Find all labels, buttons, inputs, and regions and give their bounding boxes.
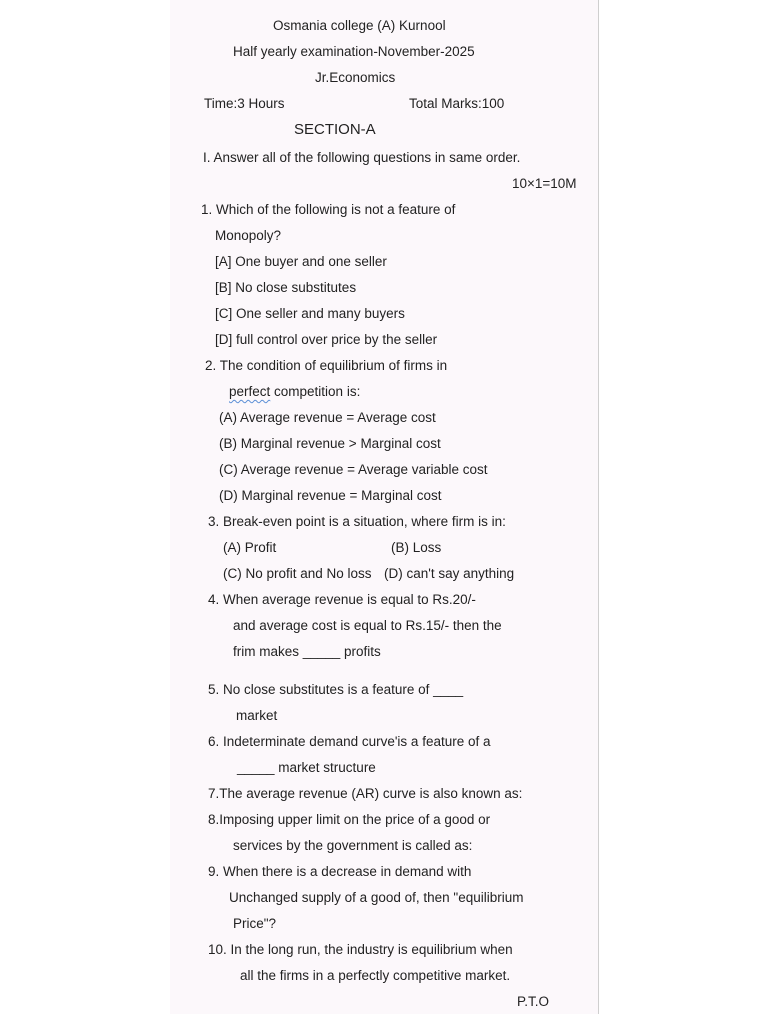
q1-option-d: [D] full control over price by the seller (215, 332, 438, 347)
q9-line3: Price"? (233, 916, 277, 931)
q2-option-c: (C) Average revenue = Average variable cost (219, 462, 488, 477)
marks-allocation: 10×1=10M (512, 176, 577, 191)
q1-option-b: [B] No close substitutes (215, 280, 357, 295)
section-heading: SECTION-A (294, 121, 376, 138)
q2-line2-rest: competition is: (270, 384, 361, 399)
q8-line2: services by the government is called as: (233, 838, 473, 853)
q1-option-a: [A] One buyer and one seller (215, 254, 387, 269)
q10-line1: 10. In the long run, the industry is equilibrium when (208, 942, 513, 957)
q4-line1: 4. When average revenue is equal to Rs.20/- (208, 592, 476, 607)
q3-option-a: (A) Profit (223, 540, 277, 555)
pto-label: P.T.O (517, 994, 550, 1009)
q7-line1: 7.The average revenue (AR) curve is also known as: (208, 786, 523, 801)
q6-line2: _____ market structure (237, 760, 376, 775)
q3-option-b: (B) Loss (391, 540, 442, 555)
q3-option-d: (D) can't say anything (384, 566, 515, 581)
subject-title: Jr.Economics (315, 70, 396, 85)
q10-line2: all the firms in a perfectly competitive market. (240, 968, 511, 983)
q4-line3: frim makes _____ profits (233, 644, 381, 659)
q1-option-c: [C] One seller and many buyers (215, 306, 405, 321)
q6-line1: 6. Indeterminate demand curve'is a feature of a (208, 734, 491, 749)
q3-line1: 3. Break-even point is a situation, where firm is in: (208, 514, 506, 529)
q1-line1: 1. Which of the following is not a feature of (201, 202, 456, 217)
q3-option-c: (C) No profit and No loss (223, 566, 372, 581)
q8-line1: 8.Imposing upper limit on the price of a good or (208, 812, 491, 827)
college-name: Osmania college (A) Kurnool (273, 18, 446, 33)
q1-line2: Monopoly? (215, 228, 282, 243)
exam-title: Half yearly examination-November-2025 (233, 44, 475, 59)
spellcheck-word: perfect (229, 384, 271, 399)
instructions-text: I. Answer all of the following questions in same order. (203, 150, 521, 165)
q4-line2: and average cost is equal to Rs.15/- then the (233, 618, 502, 633)
q9-line1: 9. When there is a decrease in demand with (208, 864, 472, 879)
q2-option-d: (D) Marginal revenue = Marginal cost (219, 488, 442, 503)
exam-time: Time:3 Hours (204, 96, 285, 111)
q2-option-a: (A) Average revenue = Average cost (219, 410, 436, 425)
q2-line2 (229, 383, 360, 401)
q5-line2: market (236, 708, 278, 723)
q9-line2: Unchanged supply of a good of, then "equilibrium (229, 890, 524, 905)
q2-option-b: (B) Marginal revenue > Marginal cost (219, 436, 441, 451)
total-marks: Total Marks:100 (409, 96, 505, 111)
q2-line1: 2. The condition of equilibrium of firms in (205, 358, 448, 373)
q5-line1: 5. No close substitutes is a feature of ____ (208, 682, 464, 697)
